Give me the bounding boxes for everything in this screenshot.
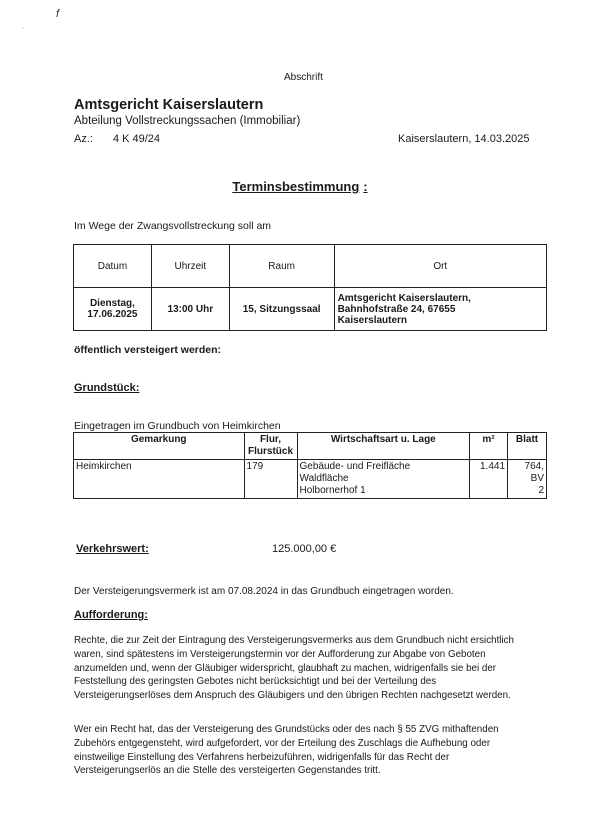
cell-gemarkung: Heimkirchen	[74, 460, 245, 499]
cell-raum: 15, Sitzungssaal	[229, 288, 334, 331]
document-title-text: Terminsbestimmung	[232, 179, 360, 194]
header-flur-line-1: Flur,	[259, 434, 282, 445]
court-name: Amtsgericht Kaiserslautern	[74, 97, 264, 113]
ort-line-1: Amtsgericht Kaiserslautern,	[337, 292, 471, 304]
request-heading: Aufforderung:	[74, 609, 148, 621]
header-wirtschaftsart: Wirtschaftsart u. Lage	[297, 433, 470, 460]
cell-uhrzeit: 13:00 Uhr	[151, 288, 229, 331]
market-value: 125.000,00 €	[272, 543, 337, 555]
case-reference-label: Az.:	[74, 133, 93, 145]
request-paragraph-1: Rechte, die zur Zeit der Eintragung des Versteigerungsvermerks aus dem Grundbuch nicht ersichtlich waren, sind spätestens im Versteigerungstermin vor der Aufforderung zur Abgabe von Geboten anzumelden und, wenn der Gläubiger widerspricht, glaubhaft zu machen, widrigenfalls sie bei der Feststellung des geringsten Gebotes nicht berücksichtigt und bei der Verteilung des Versteigerungserlöses dem Anspruch des Gläubigers und den übrigen Rechten nachgesetzt werden.	[74, 635, 514, 702]
cell-flurstueck: 179	[244, 460, 297, 499]
cell-datum	[74, 288, 152, 331]
market-value-label: Verkehrswert:	[76, 543, 149, 555]
datum-date: 17.06.2025	[87, 309, 138, 320]
art-line-1: Gebäude- und Freifläche	[299, 461, 411, 472]
header-ort: Ort	[334, 245, 546, 288]
blatt-line-1: 764, BV	[524, 461, 544, 484]
datum-weekday: Dienstag,	[89, 298, 135, 309]
handwritten-mark: f	[56, 8, 60, 20]
property-heading: Grundstück:	[74, 382, 140, 394]
cell-ort	[334, 288, 546, 331]
appointment-table-row	[74, 288, 547, 331]
appointment-table	[73, 244, 547, 331]
property-table	[73, 432, 547, 499]
header-uhrzeit: Uhrzeit	[151, 245, 229, 288]
property-table-header	[74, 433, 547, 460]
copy-label: Abschrift	[284, 72, 323, 83]
header-qm: m²	[470, 433, 508, 460]
appointment-table-header	[74, 245, 547, 288]
cell-blatt	[508, 460, 547, 499]
art-line-2: Waldfläche	[299, 473, 349, 484]
header-flur-line-2: Flurstück	[248, 446, 294, 457]
header-blatt: Blatt	[508, 433, 547, 460]
document-title	[0, 179, 600, 194]
ort-line-3: Kaiserslautern	[337, 314, 408, 326]
art-line-3: Holbornerhof 1	[299, 485, 366, 496]
cell-wirtschaftsart	[297, 460, 470, 499]
header-flur	[244, 433, 297, 460]
request-paragraph-2: Wer ein Recht hat, das der Versteigerung des Grundstücks oder des nach § 55 ZVG mithaftenden Zubehörs entgegensteht, wird aufgefordert, vor der Erteilung des Zuschlags die Aufhebung oder einstweilige Einstellung des Verfahrens herbeizuführen, widrigenfalls für das Recht der Versteigerungserlös an die Stelle des versteigerten Gegenstandes tritt.	[74, 724, 499, 777]
registration-note: Der Versteigerungsvermerk ist am 07.08.2024 in das Grundbuch eingetragen worden.	[74, 586, 454, 597]
ort-line-2: Bahnhofstraße 24, 67655	[337, 303, 456, 315]
cell-qm: 1.441	[470, 460, 508, 499]
case-reference	[74, 133, 160, 145]
scan-speck: `	[22, 28, 25, 35]
land-register-note: Eingetragen im Grundbuch von Heimkirchen	[74, 420, 281, 432]
auction-statement: öffentlich versteigert werden:	[74, 344, 222, 356]
document-title-suffix: :	[363, 179, 368, 194]
department-name: Abteilung Vollstreckungssachen (Immobiliar)	[74, 115, 301, 127]
place-and-date: Kaiserslautern, 14.03.2025	[398, 133, 530, 145]
header-datum: Datum	[74, 245, 152, 288]
case-reference-value: 4 K 49/24	[112, 133, 161, 145]
blatt-line-2: 2	[538, 485, 544, 496]
header-raum: Raum	[229, 245, 334, 288]
property-table-row	[74, 460, 547, 499]
intro-text: Im Wege der Zwangsvollstreckung soll am	[74, 220, 272, 232]
header-gemarkung: Gemarkung	[74, 433, 245, 460]
